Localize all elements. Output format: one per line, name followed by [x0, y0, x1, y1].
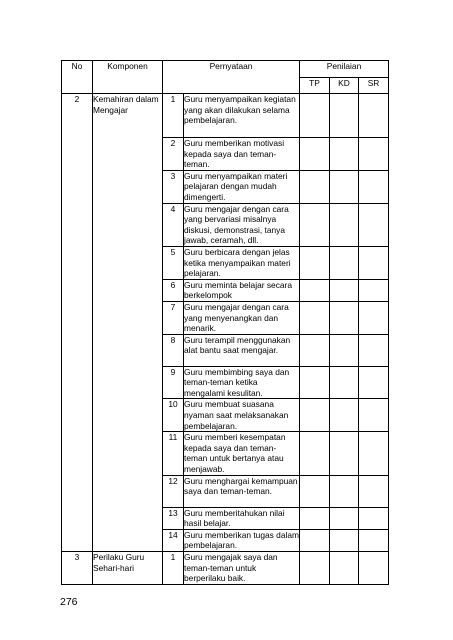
statement-text: Guru menyampaikan kegiatan yang akan dilakukan selama pembelajaran. [184, 94, 300, 138]
rating-cell-tp[interactable] [300, 475, 330, 507]
header-pernyataan: Pernyataan [163, 61, 300, 94]
rating-cell-tp[interactable] [300, 170, 330, 203]
rating-cell-sr[interactable] [359, 138, 389, 171]
header-no: No [62, 61, 93, 94]
rating-cell-kd[interactable] [330, 529, 359, 551]
rating-cell-kd[interactable] [330, 475, 359, 507]
rating-cell-sr[interactable] [359, 507, 389, 529]
statement-number: 3 [163, 170, 184, 203]
rating-cell-tp[interactable] [300, 399, 330, 432]
rating-cell-sr[interactable] [359, 432, 389, 475]
statement-number: 10 [163, 399, 184, 432]
rating-cell-kd[interactable] [330, 138, 359, 171]
rating-cell-tp[interactable] [300, 246, 330, 279]
statement-number: 12 [163, 475, 184, 507]
statement-number: 9 [163, 366, 184, 399]
statement-text: Guru memberikan motivasi kepada saya dan teman-teman. [184, 138, 300, 171]
statement-number: 1 [163, 552, 184, 585]
rating-cell-kd[interactable] [330, 399, 359, 432]
statement-text: Guru berbicara dengan jelas ketika menyampaikan materi pelajaran. [184, 246, 300, 279]
rating-cell-kd[interactable] [330, 432, 359, 475]
rating-cell-sr[interactable] [359, 170, 389, 203]
statement-number: 13 [163, 507, 184, 529]
rating-cell-sr[interactable] [359, 246, 389, 279]
statement-text: Guru menghargai kemampuan saya dan teman-teman. [184, 475, 300, 507]
rating-cell-tp[interactable] [300, 552, 330, 585]
statement-text: Guru membimbing saya dan teman-teman ketika mengalami kesulitan. [184, 366, 300, 399]
statement-text: Guru memberi kesempatan kepada saya dan teman-teman untuk bertanya atau menjawab. [184, 432, 300, 475]
rating-cell-sr[interactable] [359, 529, 389, 551]
statement-text: Guru membuat suasana nyaman saat melaksanakan pembelajaran. [184, 399, 300, 432]
statement-number: 1 [163, 94, 184, 138]
rating-cell-sr[interactable] [359, 475, 389, 507]
statement-text: Guru meminta belajar secara berkelompok [184, 279, 300, 301]
component-name: Kemahiran dalam Mengajar [93, 94, 163, 552]
rating-cell-sr[interactable] [359, 552, 389, 585]
rating-cell-sr[interactable] [359, 301, 389, 334]
rating-cell-tp[interactable] [300, 138, 330, 171]
statement-number: 6 [163, 279, 184, 301]
table-row [62, 94, 389, 138]
rating-cell-kd[interactable] [330, 246, 359, 279]
header-kd: KD [330, 78, 359, 94]
table-row [62, 552, 389, 585]
component-number: 3 [62, 552, 93, 585]
statement-number: 11 [163, 432, 184, 475]
rating-cell-tp[interactable] [300, 279, 330, 301]
rating-cell-kd[interactable] [330, 552, 359, 585]
statement-number: 2 [163, 138, 184, 171]
rating-cell-tp[interactable] [300, 529, 330, 551]
rating-cell-sr[interactable] [359, 279, 389, 301]
statement-number: 4 [163, 203, 184, 246]
statement-number: 8 [163, 334, 184, 366]
statement-number: 7 [163, 301, 184, 334]
rating-cell-sr[interactable] [359, 399, 389, 432]
rating-cell-kd[interactable] [330, 334, 359, 366]
rating-cell-kd[interactable] [330, 170, 359, 203]
page-number: 276 [60, 596, 78, 608]
statement-text: Guru memberikan tugas dalam pembelajaran. [184, 529, 299, 551]
table-body [62, 94, 389, 585]
header-tp: TP [300, 78, 330, 94]
rating-cell-sr[interactable] [359, 94, 389, 138]
header-komponen: Komponen [93, 61, 163, 94]
component-number: 2 [62, 94, 93, 552]
statement-text: Guru memberitahukan nilai hasil belajar. [184, 507, 300, 529]
rating-cell-sr[interactable] [359, 366, 389, 399]
header-sr: SR [359, 78, 389, 94]
statement-text: Guru terampil menggunakan alat bantu saat mengajar. [184, 334, 300, 366]
rating-cell-kd[interactable] [330, 203, 359, 246]
statement-text: Guru menyampaikan materi pelajaran dengan mudah dimengerti. [184, 170, 300, 203]
header-penilaian: Penilaian [300, 61, 389, 78]
component-name: Perilaku Guru Sehari-hari [93, 552, 163, 585]
rating-cell-sr[interactable] [359, 203, 389, 246]
rating-cell-kd[interactable] [330, 301, 359, 334]
rating-cell-tp[interactable] [300, 366, 330, 399]
statement-text: Guru mengajar dengan cara yang bervariasi misalnya diskusi, demonstrasi, tanya jawab, ceramah, dll. [184, 203, 300, 246]
rating-cell-sr[interactable] [359, 334, 389, 366]
teacher-assessment-table [61, 60, 389, 585]
rating-cell-kd[interactable] [330, 94, 359, 138]
rating-cell-tp[interactable] [300, 507, 330, 529]
rating-cell-tp[interactable] [300, 301, 330, 334]
rating-cell-tp[interactable] [300, 94, 330, 138]
statement-text: Guru mengajak saya dan teman-teman untuk berperilaku baik. [184, 552, 300, 585]
rating-cell-kd[interactable] [330, 279, 359, 301]
rating-cell-kd[interactable] [330, 507, 359, 529]
statement-number: 14 [163, 529, 184, 551]
statement-text: Guru mengajar dengan cara yang menyenangkan dan menarik. [184, 301, 300, 334]
rating-cell-tp[interactable] [300, 203, 330, 246]
statement-number: 5 [163, 246, 184, 279]
rating-cell-kd[interactable] [330, 366, 359, 399]
rating-cell-tp[interactable] [300, 432, 330, 475]
rating-cell-tp[interactable] [300, 334, 330, 366]
